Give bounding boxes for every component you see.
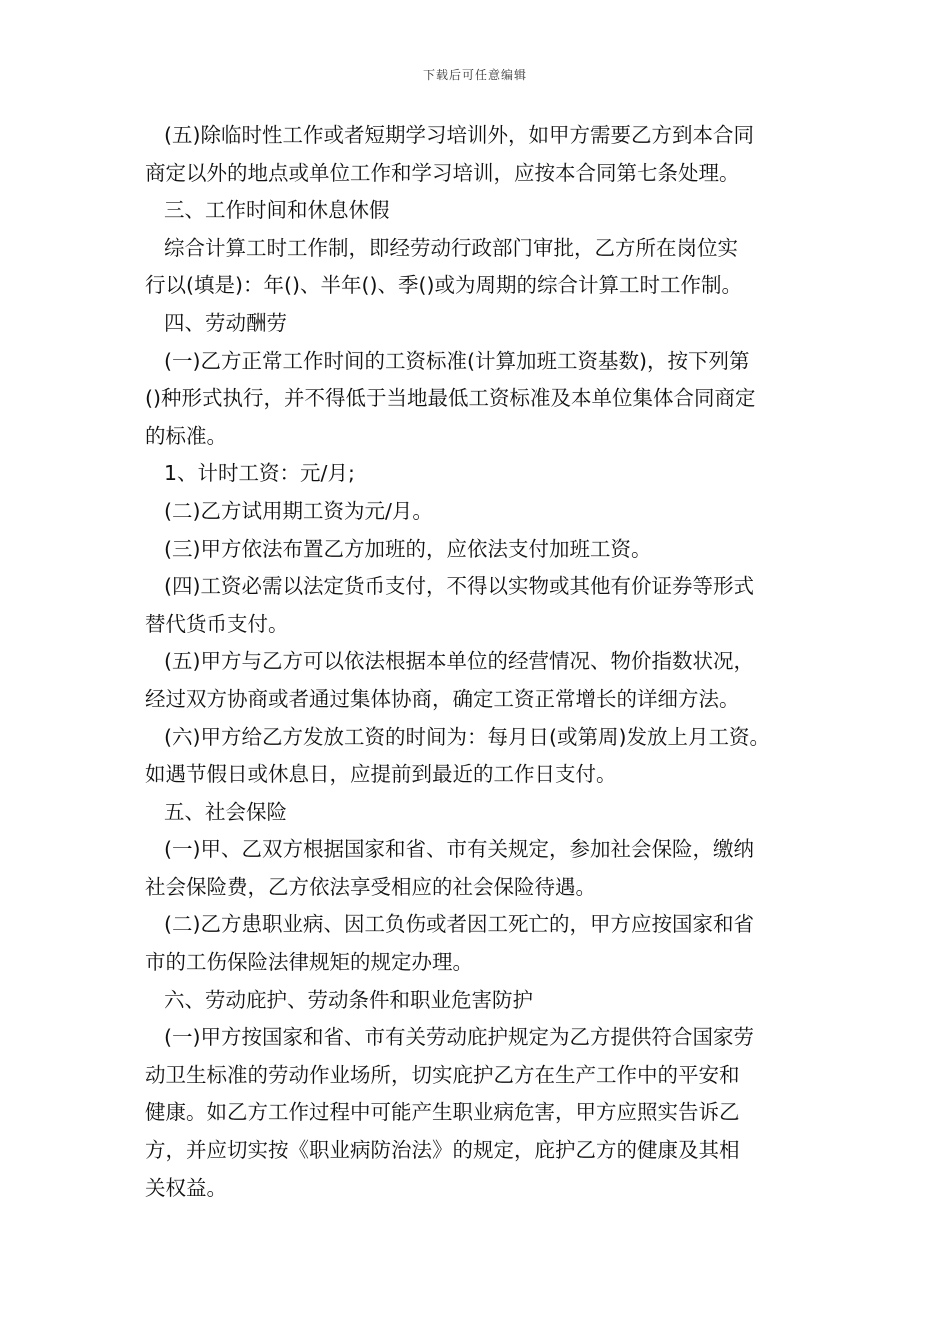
document-body bbox=[145, 117, 825, 1207]
document-line: 方，并应切实按《职业病防治法》的规定，庇护乙方的健康及其相 bbox=[145, 1138, 740, 1163]
document-line: (一)乙方正常工作时间的工资标准(计算加班工资基数)，按下列第 bbox=[164, 348, 750, 373]
document-line: 三、工作时间和休息休假 bbox=[164, 198, 390, 223]
document-line: (五)甲方与乙方可以依法根据本单位的经营情况、物价指数状况， bbox=[164, 649, 754, 674]
document-line: 替代货币支付。 bbox=[145, 611, 289, 636]
document-line: 社会保险费，乙方依法享受相应的社会保险待遇。 bbox=[145, 874, 596, 899]
document-line: 1、计时工资：元/月; bbox=[164, 461, 355, 486]
document-line: 市的工伤保险法律规矩的规定办理。 bbox=[145, 950, 473, 975]
document-line: 四、劳动酬劳 bbox=[164, 310, 287, 335]
page-header: 下载后可任意编辑 bbox=[422, 68, 527, 82]
document-line: 健康。如乙方工作过程中可能产生职业病危害，甲方应照实告诉乙 bbox=[145, 1100, 740, 1125]
document-line: 关权益。 bbox=[145, 1175, 227, 1200]
document-line: 经过双方协商或者通过集体协商，确定工资正常增长的详细方法。 bbox=[145, 686, 740, 711]
document-line: ()种形式执行，并不得低于当地最低工资标准及本单位集体合同商定 bbox=[145, 386, 756, 411]
document-line: (六)甲方给乙方发放工资的时间为：每月日(或第周)发放上月工资。 bbox=[164, 724, 770, 749]
document-line: (二)乙方患职业病、因工负伤或者因工死亡的，甲方应按国家和省 bbox=[164, 912, 754, 937]
document-line: 动卫生标准的劳动作业场所，切实庇护乙方在生产工作中的平安和 bbox=[145, 1062, 740, 1087]
document-line: (一)甲、乙双方根据国家和省、市有关规定，参加社会保险，缴纳 bbox=[164, 837, 754, 862]
document-line: 五、社会保险 bbox=[164, 799, 287, 824]
document-line: (五)除临时性工作或者短期学习培训外，如甲方需要乙方到本合同 bbox=[164, 123, 754, 147]
document-line: 的标准。 bbox=[145, 423, 227, 448]
document-line: (一)甲方按国家和省、市有关劳动庇护规定为乙方提供符合国家劳 bbox=[164, 1025, 754, 1050]
document-line: (四)工资必需以法定货币支付，不得以实物或其他有价证券等形式 bbox=[164, 574, 754, 599]
document-line: 综合计算工时工作制，即经劳动行政部门审批，乙方所在岗位实 bbox=[164, 235, 738, 260]
document-line: 行以(填是)：年()、半年()、季()或为周期的综合计算工时工作制。 bbox=[145, 273, 742, 298]
document-line: (三)甲方依法布置乙方加班的，应依法支付加班工资。 bbox=[164, 536, 652, 561]
document-line: 商定以外的地点或单位工作和学习培训，应按本合同第七条处理。 bbox=[145, 160, 740, 185]
document-line: (二)乙方试用期工资为元/月。 bbox=[164, 498, 433, 523]
document-line: 六、劳动庇护、劳动条件和职业危害防护 bbox=[164, 987, 533, 1012]
document-line: 如遇节假日或休息日，应提前到最近的工作日支付。 bbox=[145, 762, 617, 787]
